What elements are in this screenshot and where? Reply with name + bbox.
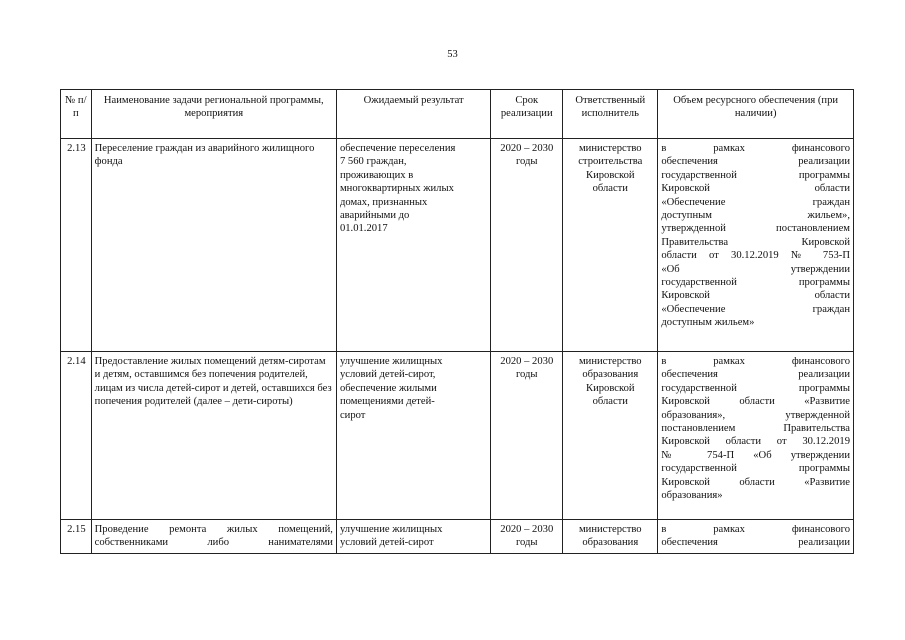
table-row xyxy=(61,139,854,352)
table-row xyxy=(61,520,854,554)
expected-result: улучшение жилищных условий детей-сирот, обеспечение жилыми помещениями детей- сирот xyxy=(336,352,490,520)
table-row xyxy=(61,352,854,520)
task-name: Предоставление жилых помещений детям-сиротам и детям, оставшимся без попечения родителей, лицам из числа детей-сирот и детей, оставшихся без попечения родителей (далее – дети-сироты) xyxy=(91,352,336,520)
responsible-executor: министерство образования Кировской области xyxy=(563,352,658,520)
program-table xyxy=(60,89,854,554)
implementation-term: 2020 – 2030 годы xyxy=(491,139,563,352)
implementation-term: 2020 – 2030 годы xyxy=(491,520,563,554)
resource-support: в рамках финансового обеспечения реализации государственной программы Кировской области «Развитие образования», утвержденной постановлением Правительства Кировской области от 30.12.2019 № 754-П «Об утверждении государственной программы Кировской области «Развитие образования» xyxy=(658,352,854,520)
page-number: 53 xyxy=(447,49,458,60)
header-result: Ожидаемый результат xyxy=(336,90,490,139)
responsible-executor: министерство строительства Кировской области xyxy=(563,139,658,352)
row-number: 2.13 xyxy=(61,139,92,352)
responsible-executor: министерство образования xyxy=(563,520,658,554)
task-name: Переселение граждан из аварийного жилищного фонда xyxy=(91,139,336,352)
header-resources: Объем ресурсного обеспечения (при наличии) xyxy=(658,90,854,139)
resource-support: в рамках финансового обеспечения реализации государственной программы Кировской области «Обеспечение граждан доступным жильем», утвержденной постановлением Правительства Кировской области от 30.12.2019 № 753-П «Об утверждении государственной программы Кировской области «Обеспечение граждан доступным жильем» xyxy=(658,139,854,352)
header-num: № п/п xyxy=(61,90,92,139)
resource-support: в рамках финансового обеспечения реализации xyxy=(658,520,854,554)
header-executor: Ответственный исполнитель xyxy=(563,90,658,139)
expected-result: обеспечение переселения 7 560 граждан, проживающих в многоквартирных жилых домах, признанных аварийными до 01.01.2017 xyxy=(336,139,490,352)
header-term: Срок реализации xyxy=(491,90,563,139)
table-header-row xyxy=(61,90,854,139)
implementation-term: 2020 – 2030 годы xyxy=(491,352,563,520)
header-name: Наименование задачи региональной программы, мероприятия xyxy=(91,90,336,139)
row-number: 2.15 xyxy=(61,520,92,554)
row-number: 2.14 xyxy=(61,352,92,520)
expected-result: улучшение жилищных условий детей-сирот xyxy=(336,520,490,554)
task-name: Проведение ремонта жилых помещений, собственниками либо нанимателями xyxy=(91,520,336,554)
